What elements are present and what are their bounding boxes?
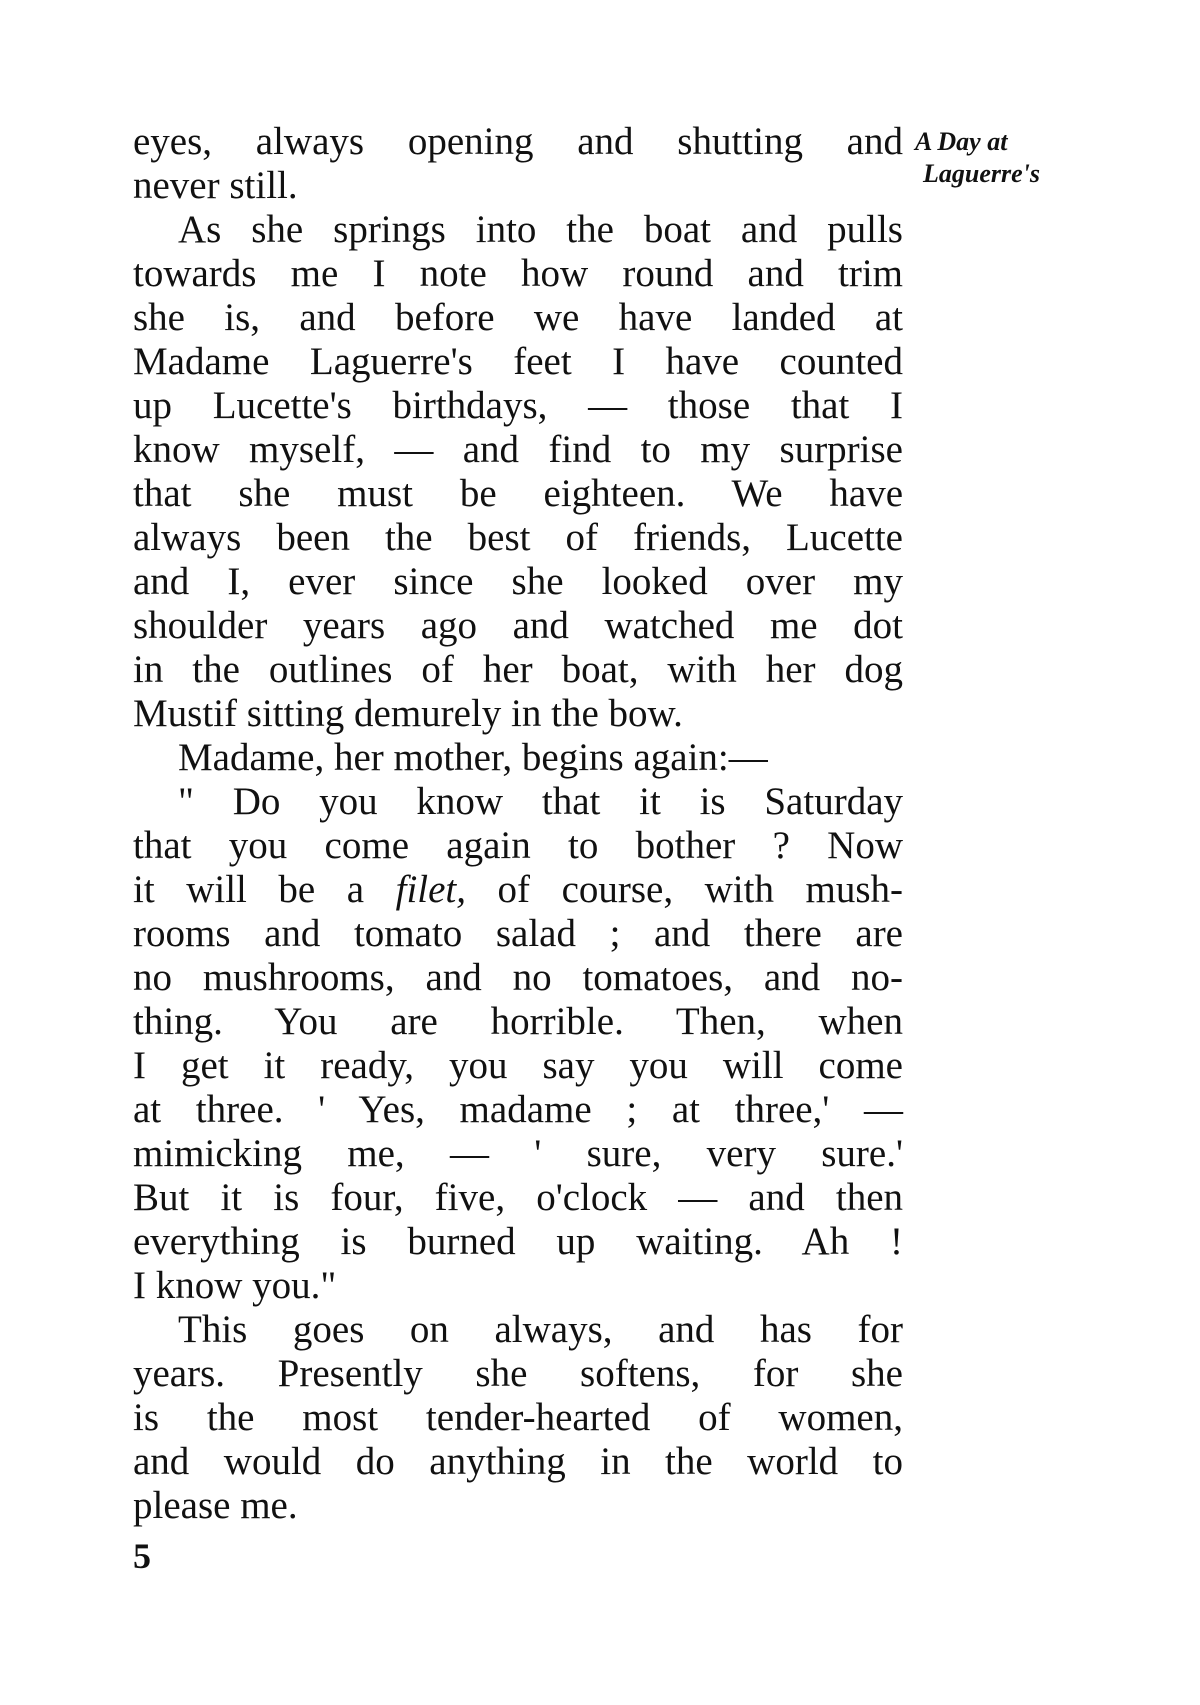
text-line: know myself, — and find to my surprise bbox=[133, 428, 903, 471]
italic-word: filet, bbox=[395, 868, 467, 911]
text-line: everything is burned up waiting. Ah ! bbox=[133, 1220, 903, 1263]
text-line: no mushrooms, and no tomatoes, and no- bbox=[133, 956, 903, 999]
text-line: This goes on always, and has for bbox=[178, 1308, 903, 1351]
text-line: in the outlines of her boat, with her dog bbox=[133, 648, 903, 691]
text-line: and I, ever since she looked over my bbox=[133, 560, 903, 603]
text-line: I know you." bbox=[133, 1264, 337, 1307]
text-line: that she must be eighteen. We have bbox=[133, 472, 903, 515]
text-line: please me. bbox=[133, 1484, 298, 1527]
text-line: As she springs into the boat and pulls bbox=[178, 208, 903, 251]
text-line-end: of course, with mush- bbox=[466, 868, 904, 911]
text-line: at three. ' Yes, madame ; at three,' — bbox=[133, 1088, 903, 1131]
text-line-start: it will be a bbox=[133, 868, 396, 911]
text-line: is the most tender-hearted of women, bbox=[133, 1396, 903, 1439]
text-line: Mustif sitting demurely in the bow. bbox=[133, 692, 683, 735]
text-line: towards me I note how round and trim bbox=[133, 252, 903, 295]
text-line: mimicking me, — ' sure, very sure.' bbox=[133, 1132, 903, 1175]
body-text bbox=[133, 120, 903, 1528]
running-head-line-1: A Day at bbox=[915, 127, 1008, 156]
running-head bbox=[915, 126, 1065, 190]
text-line: eyes, always opening and shutting and bbox=[133, 120, 903, 163]
text-line: never still. bbox=[133, 164, 298, 207]
text-line: up Lucette's birthdays, — those that I bbox=[133, 384, 903, 427]
text-line: that you come again to bother ? Now bbox=[133, 824, 903, 867]
text-line: thing. You are horrible. Then, when bbox=[133, 1000, 903, 1043]
text-line: always been the best of friends, Lucette bbox=[133, 516, 903, 559]
text-line: " Do you know that it is Saturday bbox=[178, 780, 903, 823]
text-line: she is, and before we have landed at bbox=[133, 296, 903, 339]
text-line: But it is four, five, o'clock — and then bbox=[133, 1176, 903, 1219]
text-line: Madame Laguerre's feet I have counted bbox=[133, 340, 903, 383]
text-line: and would do anything in the world to bbox=[133, 1440, 903, 1483]
page-number: 5 bbox=[133, 1536, 151, 1576]
text-line: rooms and tomato salad ; and there are bbox=[133, 912, 903, 955]
running-head-line-2: Laguerre's bbox=[923, 159, 1040, 188]
text-line bbox=[133, 868, 903, 912]
text-line: shoulder years ago and watched me dot bbox=[133, 604, 903, 647]
text-line: years. Presently she softens, for she bbox=[133, 1352, 903, 1395]
text-line: I get it ready, you say you will come bbox=[133, 1044, 903, 1087]
text-line: Madame, her mother, begins again:— bbox=[178, 736, 768, 779]
